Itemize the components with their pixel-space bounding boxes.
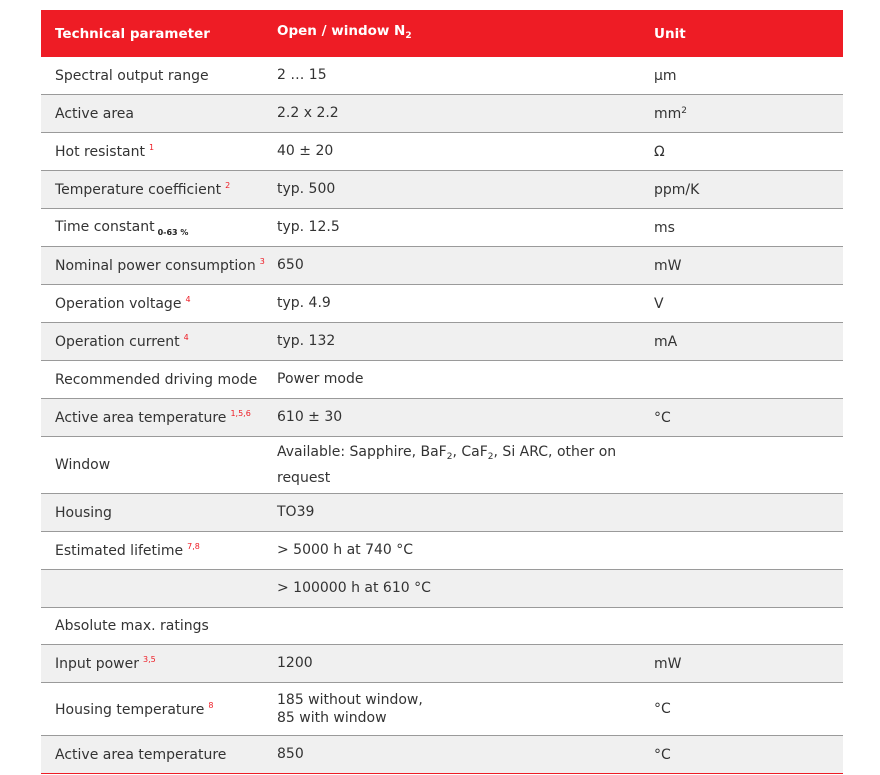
value-cell: 1200 <box>277 655 313 671</box>
footnote-ref: 8 <box>208 700 214 710</box>
unit-superscript: 2 <box>681 105 688 116</box>
value-cell: Power mode <box>277 371 364 387</box>
param-cell <box>41 333 277 350</box>
table-row <box>41 247 843 285</box>
value-line-1: 185 without window, <box>277 692 423 708</box>
table-header <box>41 10 843 57</box>
baf2-subscript: 2 <box>446 451 453 462</box>
header-open-window-text: Open / window N <box>277 22 406 39</box>
header-open-window <box>277 21 654 47</box>
param-text: Operation current <box>55 334 180 350</box>
param-cell <box>41 257 277 274</box>
table-row <box>41 532 843 570</box>
unit-cell: μm <box>654 67 677 84</box>
value-cell: 2 … 15 <box>277 67 327 83</box>
param-cell <box>41 295 277 312</box>
unit-cell: mA <box>654 333 678 350</box>
param-cell <box>41 143 277 160</box>
unit-cell: V <box>654 295 664 312</box>
table-row <box>41 608 843 645</box>
value-line-2: 85 with window <box>277 710 387 726</box>
footnote-ref: 2 <box>225 181 231 190</box>
table-row <box>41 171 843 209</box>
footnote-ref: 3,5 <box>142 655 156 664</box>
table-row <box>41 645 843 683</box>
value-cell: typ. 132 <box>277 333 336 349</box>
value-cell: 2.2 x 2.2 <box>277 105 339 121</box>
param-cell <box>41 701 277 718</box>
header-unit: Unit <box>654 25 686 42</box>
unit-cell: mW <box>654 655 682 672</box>
footnote-ref: 4 <box>183 333 189 342</box>
param-text: Estimated lifetime <box>55 543 184 559</box>
param-text: Input power <box>55 656 139 672</box>
unit-cell: °C <box>654 701 671 717</box>
footnote-ref: 4 <box>185 295 191 304</box>
table-row <box>41 570 843 608</box>
table-row <box>41 437 843 494</box>
footnote-ref: 1 <box>149 143 155 152</box>
table-row <box>41 209 843 247</box>
value-cell <box>277 691 654 727</box>
value-cell: 650 <box>277 257 304 273</box>
value-cell: typ. 4.9 <box>277 295 331 311</box>
unit-cell: Ω <box>654 143 665 160</box>
window-text-c: , Si ARC, other on <box>493 443 617 460</box>
param-text: Active area temperature <box>55 410 227 426</box>
value-cell: 850 <box>277 746 304 762</box>
param-cell <box>41 409 277 426</box>
footnote-ref: 1,5,6 <box>230 409 251 418</box>
table-row <box>41 361 843 399</box>
unit-cell: °C <box>654 746 671 763</box>
param-text: Hot resistant <box>55 144 146 160</box>
table-row <box>41 683 843 736</box>
unit-cell <box>654 106 843 122</box>
value-cell: TO39 <box>277 504 315 520</box>
value-cell: > 5000 h at 740 °C <box>277 542 414 558</box>
value-cell <box>277 442 654 489</box>
table-row <box>41 399 843 437</box>
param-text: Time constant <box>55 218 155 235</box>
window-text-a: Available: Sapphire, BaF <box>277 443 447 460</box>
window-text-b: , CaF <box>452 443 488 460</box>
footnote-ref: 7,8 <box>187 542 200 551</box>
param-cell <box>41 655 277 672</box>
table-row <box>41 95 843 133</box>
value-cell: typ. 500 <box>277 181 336 197</box>
technical-parameters-table <box>41 10 843 774</box>
param-cell <box>41 542 277 559</box>
table-row <box>41 494 843 532</box>
param-cell: Window <box>55 457 111 473</box>
param-cell: Active area <box>55 105 134 122</box>
value-cell: 40 ± 20 <box>277 143 334 159</box>
value-cell: > 100000 h at 610 °C <box>277 580 431 596</box>
window-text-d: request <box>277 469 331 486</box>
unit-cell: ppm/K <box>654 181 700 198</box>
param-text: Operation voltage <box>55 296 182 312</box>
param-cell: Recommended driving mode <box>55 371 258 388</box>
table-row <box>41 323 843 361</box>
value-cell: 610 ± 30 <box>277 409 343 425</box>
table-row <box>41 57 843 95</box>
header-technical-parameter: Technical parameter <box>55 25 210 42</box>
value-cell: typ. 12.5 <box>277 219 340 235</box>
unit-cell: mW <box>654 257 682 274</box>
param-cell <box>41 219 277 237</box>
param-cell: Spectral output range <box>55 67 209 84</box>
table-row <box>41 133 843 171</box>
time-constant-subscript: 0-63 % <box>157 227 189 237</box>
param-text: Temperature coefficient <box>55 182 222 198</box>
param-cell: Housing <box>55 504 112 521</box>
param-text: Housing temperature <box>55 701 205 718</box>
param-cell <box>41 181 277 198</box>
param-text: Nominal power consumption <box>55 258 256 274</box>
unit-cell: ms <box>654 219 675 236</box>
unit-cell: °C <box>654 409 671 426</box>
table-row <box>41 285 843 323</box>
table-row <box>41 736 843 774</box>
header-n2-subscript: 2 <box>405 30 412 41</box>
footnote-ref: 3 <box>259 257 265 266</box>
caf2-subscript: 2 <box>487 451 494 462</box>
param-cell: Active area temperature <box>55 746 227 763</box>
param-cell: Absolute max. ratings <box>55 618 209 634</box>
unit-text: mm <box>654 105 682 122</box>
